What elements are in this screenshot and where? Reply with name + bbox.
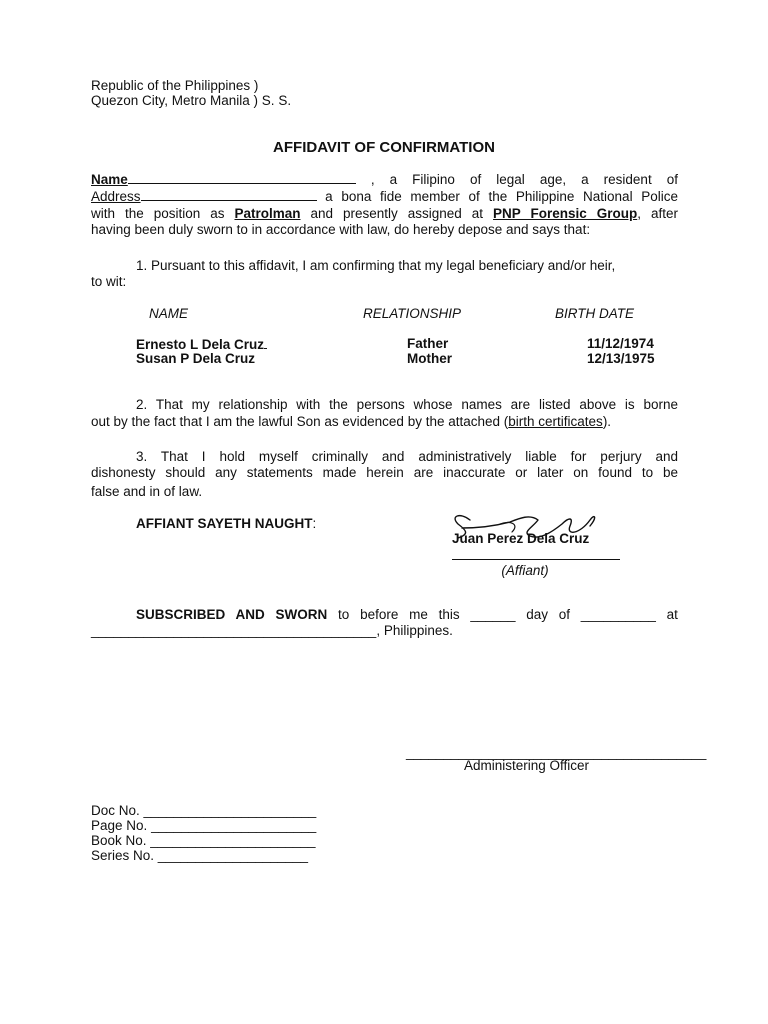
venue-line-1: Republic of the Philippines ) [91, 78, 259, 93]
place-blank[interactable]: ______________________________________ [91, 623, 377, 638]
document-title: AFFIDAVIT OF CONFIRMATION [273, 139, 495, 156]
name-field[interactable] [91, 172, 356, 187]
month-blank[interactable]: __________ [580, 607, 656, 622]
address-field[interactable] [91, 189, 317, 204]
intro-line-3-b: and presently assigned at [310, 206, 484, 221]
subscribed-line-1 [91, 607, 678, 623]
para3-line-1: 3. That I hold myself criminally and administratively liable for perjury and [136, 449, 678, 464]
subscribed-text-c: at [666, 607, 678, 622]
birth-certificates-link[interactable]: birth certificates [508, 414, 603, 429]
intro-line-3-a: with the position as [91, 206, 225, 221]
beneficiary-relationship: Mother [407, 351, 452, 366]
name-label: Name [91, 172, 128, 187]
venue-line-2: Quezon City, Metro Manila ) S. S. [91, 93, 292, 108]
officer-label: Administering Officer [464, 758, 590, 773]
subscribed-text-a: to before me this [338, 607, 460, 622]
para3-line-2: dishonesty should any statements made herein are inaccurate or later on found to be [91, 465, 678, 480]
para1-line-1: 1. Pursuant to this affidavit, I am confirming that my legal beneficiary and/or heir, [136, 258, 616, 273]
intro-line-2-rest: a bona fide member of the Philippine National Police [325, 189, 678, 204]
affiant-sayeth-naught: AFFIANT SAYETH NAUGHT: [136, 516, 317, 531]
intro-line-4: having been duly sworn to in accordance with law, do hereby depose and says that: [91, 222, 591, 237]
col-header-relationship: RELATIONSHIP [363, 306, 462, 321]
officer-signature-blank[interactable]: ________________________________________ [406, 745, 707, 760]
beneficiary-birth-date: 11/12/1974 [587, 336, 654, 351]
beneficiary-name: Ernesto L Dela Cruz [136, 336, 267, 352]
address-blank [141, 188, 317, 201]
para3-line-3: false and in of law. [91, 484, 203, 499]
doc-no-field[interactable]: Doc No. _______________________ [91, 803, 317, 818]
series-no-field[interactable]: Series No. ____________________ [91, 848, 308, 863]
affiant-role: (Affiant) [501, 563, 549, 578]
subscribed-text-b: day of [526, 607, 571, 622]
day-blank[interactable]: ______ [470, 607, 516, 622]
para2-line-2: out by the fact that I am the lawful Son as evidenced by the attached (birth certificates). [91, 414, 612, 429]
page-no-field[interactable]: Page No. ______________________ [91, 818, 317, 833]
affiant-signature-line [452, 559, 620, 560]
assignment-value: PNP Forensic Group [493, 206, 638, 221]
para1-line-2: to wit: [91, 274, 127, 289]
intro-line-3 [91, 206, 678, 222]
col-header-birth-date: BIRTH DATE [555, 306, 635, 321]
intro-line-3-c: , after [637, 206, 678, 221]
beneficiary-name: Susan P Dela Cruz [136, 351, 256, 366]
book-no-field[interactable]: Book No. ______________________ [91, 833, 316, 848]
intro-line-1 [91, 171, 678, 187]
beneficiary-relationship: Father [407, 336, 449, 351]
address-label: Address [91, 189, 141, 204]
intro-line-2 [91, 188, 678, 204]
subscribed-bold: SUBSCRIBED AND SWORN [136, 607, 328, 622]
beneficiary-birth-date: 12/13/1975 [587, 351, 655, 366]
para2-line-1: 2. That my relationship with the persons whose names are listed above is borne [136, 397, 678, 412]
name-blank [128, 171, 356, 184]
subscribed-line-2: ______________________________________, Philippines. [91, 623, 453, 638]
col-header-name: NAME [149, 306, 189, 321]
position-value: Patrolman [234, 206, 301, 221]
affiant-name: Juan Perez Dela Cruz [452, 531, 590, 546]
intro-line-1-rest: , a Filipino of legal age, a resident of [370, 172, 678, 187]
